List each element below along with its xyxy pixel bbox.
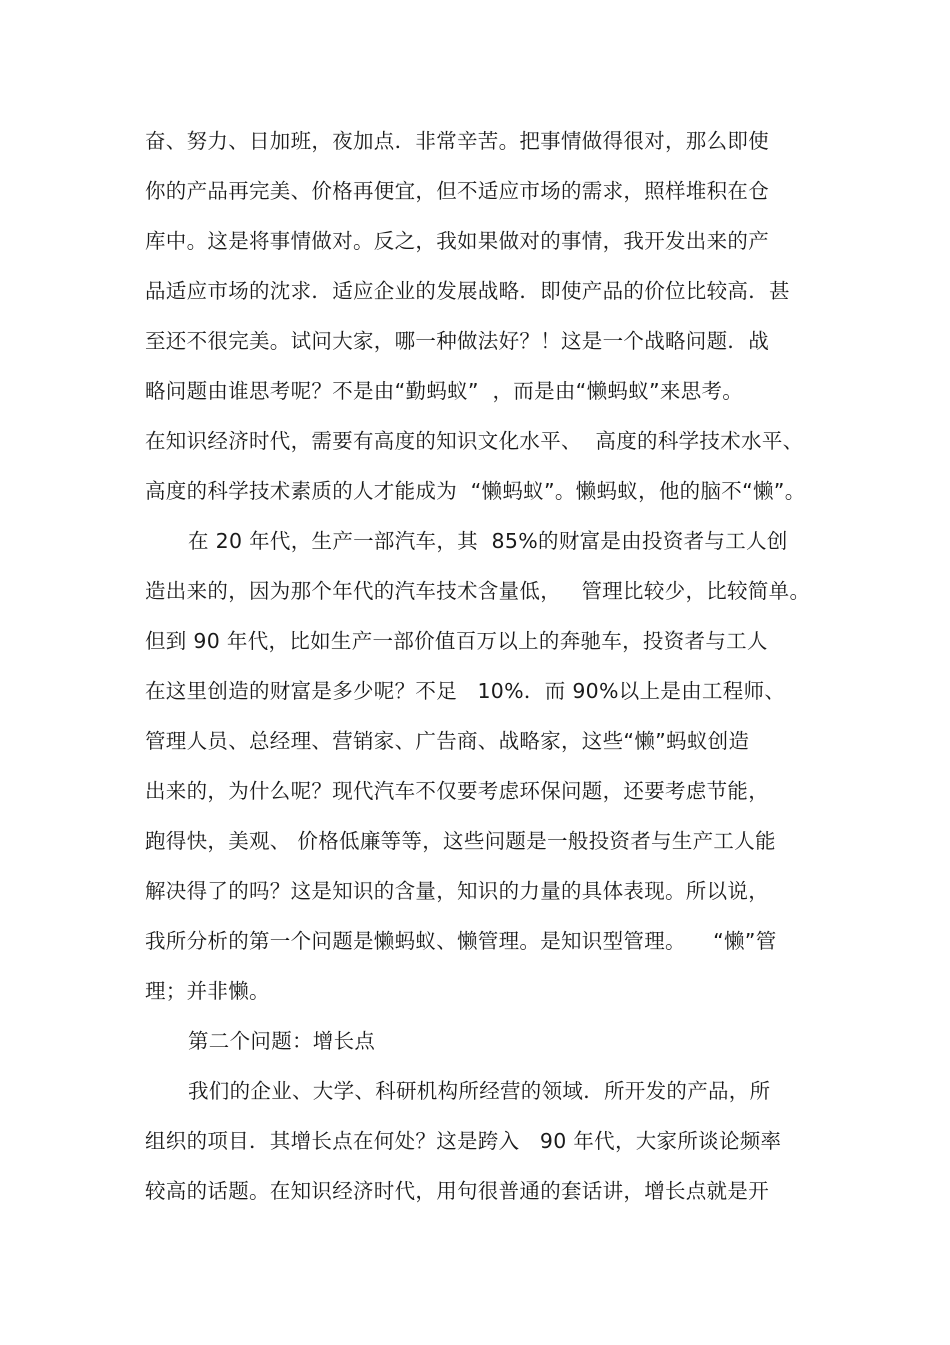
text-line: 奋、努力、日加班，夜加点．非常辛苦。把事情做得很对，那么即使 bbox=[145, 129, 769, 153]
text-line: 高度的科学技术素质的人才能成为 “懒蚂蚁”。懒蚂蚁，他的脑不“懒”。 bbox=[145, 479, 806, 503]
text-line: 出来的，为什么呢？现代汽车不仅要考虑环保问题，还要考虑节能， bbox=[145, 779, 769, 803]
text-line: 在这里创造的财富是多少呢？不足 10%．而 90%以上是由工程师、 bbox=[145, 679, 786, 703]
text-line: 跑得快，美观、 价格低廉等等，这些问题是一般投资者与生产工人能 bbox=[145, 829, 776, 853]
text-line: 略问题由谁思考呢？不是由“勤蚂蚁” ，而是由“懒蚂蚁”来思考。 bbox=[145, 379, 744, 403]
text-line: 我所分析的第一个问题是懒蚂蚁、懒管理。是知识型管理。 “懒”管 bbox=[145, 929, 777, 953]
text-line: 组织的项目．其增长点在何处？这是跨入 90 年代，大家所谈论频率 bbox=[145, 1129, 782, 1153]
text-line: 品适应市场的沈求．适应企业的发展战略．即使产品的价位比较高．甚 bbox=[145, 279, 790, 303]
text-line: 理；并非懒。 bbox=[145, 979, 270, 1003]
text-line: 在知识经济时代，需要有高度的知识文化水平、 高度的科学技术水平、 bbox=[145, 429, 804, 453]
section-heading: 第二个问题：增长点 bbox=[188, 1029, 376, 1053]
text-line: 造出来的，因为那个年代的汽车技术含量低， 管理比较少，比较简单。 bbox=[145, 579, 811, 603]
text-line: 至还不很完美。试问大家，哪一种做法好？！这是一个战略问题．战 bbox=[145, 329, 769, 353]
text-line: 较高的话题。在知识经济时代，用句很普通的套话讲，增长点就是开 bbox=[145, 1179, 769, 1203]
text-line: 解决得了的吗？这是知识的含量，知识的力量的具体表现。所以说， bbox=[145, 879, 769, 903]
text-line: 你的产品再完美、价格再便宜，但不适应市场的需求，照样堆积在仓 bbox=[145, 179, 769, 203]
text-line: 但到 90 年代，比如生产一部价值百万以上的奔驰车，投资者与工人 bbox=[145, 629, 768, 653]
text-line: 管理人员、总经理、营销家、广告商、战略家，这些“懒”蚂蚁创造 bbox=[145, 729, 750, 753]
text-line: 库中。这是将事情做对。反之，我如果做对的事情，我开发出来的产 bbox=[145, 229, 769, 253]
text-line: 我们的企业、大学、科研机构所经营的领域．所开发的产品，所 bbox=[188, 1079, 771, 1103]
text-line: 在 20 年代，生产一部汽车，其 85%的财富是由投资者与工人创 bbox=[188, 529, 788, 553]
